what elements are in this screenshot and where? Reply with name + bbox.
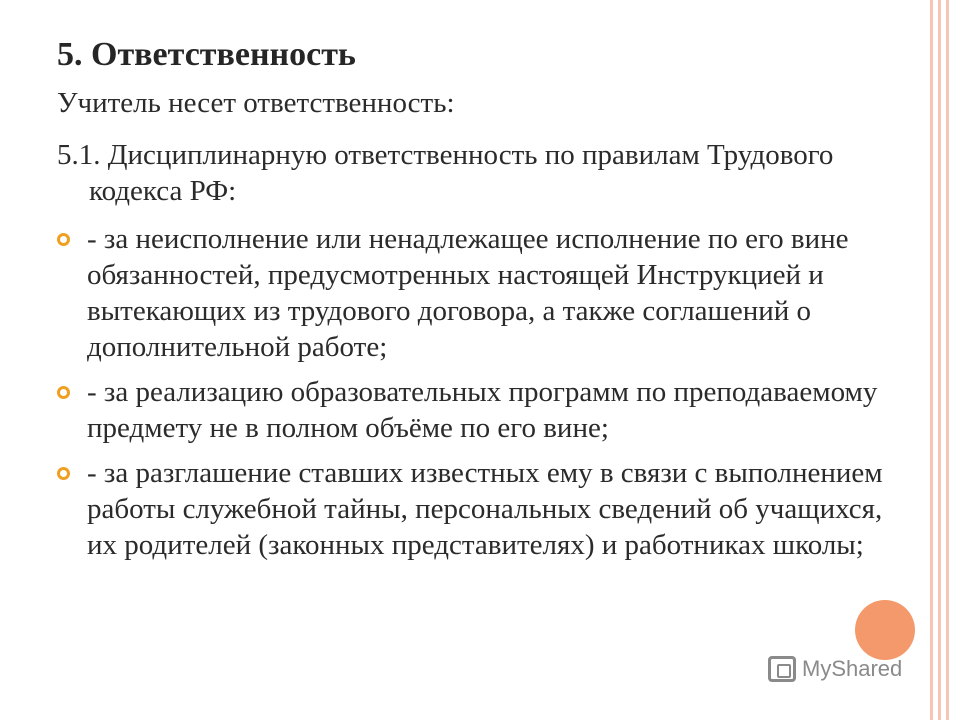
watermark <box>768 656 902 682</box>
myshared-logo-icon <box>768 656 796 682</box>
bullet-ring-icon <box>57 467 70 480</box>
bullet-text: - за неисполнение или ненадлежащее исполнение по его вине обязанностей, предусмотренных настоящей Инструкцией и вытекающих из трудового договора, а также соглашений о дополнительной работе; <box>87 223 849 363</box>
slide-title: 5. Ответственность <box>57 36 356 73</box>
bullet-item <box>57 221 907 365</box>
bullet-ring-icon <box>57 233 70 246</box>
decorative-circle <box>855 600 915 660</box>
bullet-list <box>57 221 907 572</box>
intro-text: Учитель несет ответственность: <box>57 87 455 119</box>
bullet-item <box>57 455 907 563</box>
watermark-text: MyShared <box>802 656 903 681</box>
bullet-text: - за реализацию образовательных программ по преподаваемому предмету не в полном объёме по его вине; <box>87 376 878 444</box>
border-stripe-2 <box>938 0 941 720</box>
subheading-text: 5.1. Дисциплинарную ответственность по правилам Трудового кодекса РФ: <box>57 139 834 207</box>
bullet-item <box>57 374 907 446</box>
border-stripe-1 <box>930 0 933 720</box>
bullet-text: - за разглашение ставших известных ему в связи с выполнением работы служебной тайны, персональных сведений об учащихся, их родителей (законных представителях) и работниках школы; <box>87 457 883 561</box>
bullet-ring-icon <box>57 386 70 399</box>
border-stripe-3 <box>946 0 949 720</box>
